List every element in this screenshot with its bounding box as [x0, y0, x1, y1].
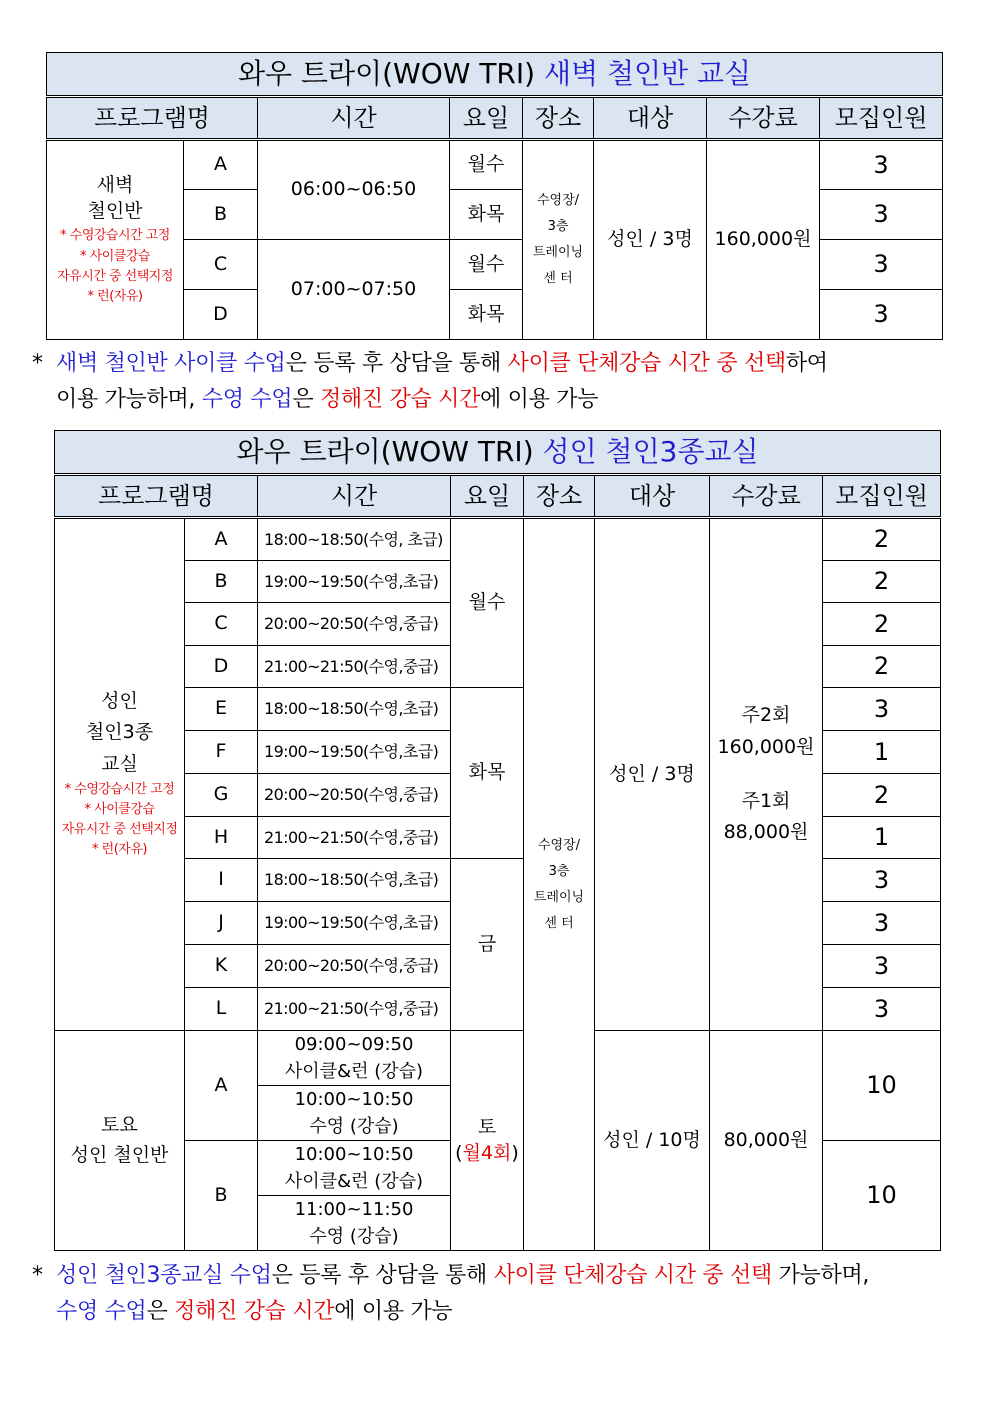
- program-name: 성인: [101, 689, 138, 712]
- class-time: 20:00~20:50(수영,중급): [258, 603, 451, 646]
- enroll-count: 3: [820, 240, 943, 290]
- enroll-count: 10: [823, 1141, 941, 1251]
- class-time: 19:00~19:50(수영,초급): [258, 731, 451, 774]
- note-text: 정해진 강습 시간: [174, 1299, 335, 1324]
- header-day: 요일: [450, 97, 523, 140]
- class-code: C: [184, 240, 258, 290]
- fee-cell: [710, 518, 823, 1031]
- program-note: * 수영강습시간 고정: [64, 781, 175, 797]
- session-type: 사이클&런 (강습): [258, 1058, 450, 1086]
- note-text: 가능하며,: [771, 1263, 870, 1288]
- class-time: 20:00~20:50(수영,중급): [258, 774, 451, 817]
- header-time: 시간: [258, 475, 451, 518]
- title-highlight: 새벽 철인반 교실: [543, 57, 752, 91]
- class-time: 06:00~06:50: [258, 140, 450, 240]
- header-fee: 수강료: [710, 475, 823, 518]
- class-code: J: [185, 902, 258, 945]
- place-cell: [524, 518, 595, 1251]
- place-line: 수영장/: [536, 193, 580, 208]
- class-code: A: [185, 1031, 258, 1141]
- enroll-count: 3: [823, 859, 941, 902]
- header-target: 대상: [595, 475, 710, 518]
- header-count: 모집인원: [820, 97, 943, 140]
- table-title: [47, 53, 943, 97]
- class-code: I: [185, 859, 258, 902]
- class-day: 월수: [450, 240, 523, 290]
- note-text: 사이클 단체강습 시간 중 선택: [493, 1263, 772, 1288]
- session-time: 10:00~10:50: [294, 1144, 414, 1165]
- class-code: A: [184, 140, 258, 190]
- program-name: 철인3종: [85, 721, 154, 744]
- place-line: 3층: [548, 863, 570, 879]
- place-line: 센 터: [544, 915, 574, 931]
- class-code: B: [185, 561, 258, 603]
- enroll-count: 2: [823, 518, 941, 561]
- day-note-paren: (: [455, 1141, 463, 1164]
- session-time: 10:00~10:50: [294, 1089, 414, 1110]
- program-note: * 수영강습시간 고정: [60, 228, 170, 244]
- program-name: 철인반: [87, 199, 143, 222]
- header-place: 장소: [523, 97, 594, 140]
- note-text: 사이클 단체강습 시간 중 선택: [507, 351, 786, 376]
- program-name: 토요: [101, 1113, 138, 1136]
- class-time: 20:00~20:50(수영,중급): [258, 945, 451, 988]
- note-text: 은 등록 후 상담을 통해: [271, 1263, 494, 1288]
- dawn-class-table: [46, 52, 943, 340]
- class-day: 월수: [450, 140, 523, 190]
- class-code: A: [185, 518, 258, 561]
- header-count: 모집인원: [823, 475, 941, 518]
- note-text: 에 이용 가능: [334, 1299, 453, 1324]
- class-time: 07:00~07:50: [258, 240, 450, 340]
- program-note: 자유시간 중 선택지정: [61, 821, 178, 837]
- place-line: 3층: [547, 219, 569, 234]
- class-day: 화목: [450, 190, 523, 240]
- class-time: 21:00~21:50(수영,중급): [258, 988, 451, 1031]
- header-day: 요일: [451, 475, 524, 518]
- enroll-count: 1: [823, 731, 941, 774]
- class-code: B: [184, 190, 258, 240]
- class-code: L: [185, 988, 258, 1031]
- title-highlight: 성인 철인3종교실: [542, 435, 759, 469]
- program-name-cell: [47, 140, 184, 340]
- note-adult: [32, 1258, 972, 1330]
- target-cell: 성인 / 10명: [595, 1031, 710, 1251]
- note-star: *: [32, 351, 43, 376]
- adult-triathlon-table: [54, 430, 941, 1251]
- enroll-count: 2: [823, 646, 941, 688]
- note-text: 새벽 철인반 사이클 수업: [56, 351, 286, 376]
- fee-line: 주2회: [741, 704, 791, 727]
- header-target: 대상: [594, 97, 707, 140]
- class-code: C: [185, 603, 258, 646]
- fee-line: 160,000원: [717, 735, 815, 758]
- day-note-text: 월4회: [462, 1141, 512, 1164]
- header-program: 프로그램명: [55, 475, 258, 518]
- table-title: [55, 431, 941, 475]
- enroll-count: 3: [820, 290, 943, 340]
- program-note: * 사이클강습: [84, 801, 155, 817]
- note-text: 정해진 강습 시간: [319, 387, 481, 412]
- fee-line: 주1회: [741, 789, 791, 812]
- class-code: G: [185, 774, 258, 817]
- header-place: 장소: [524, 475, 595, 518]
- header-fee: 수강료: [707, 97, 820, 140]
- class-code: D: [184, 290, 258, 340]
- place-line: 트레이닝: [533, 889, 585, 905]
- class-day: 화목: [450, 290, 523, 340]
- note-text: 성인 철인3종교실 수업: [56, 1263, 272, 1288]
- class-code: H: [185, 817, 258, 859]
- program-note: * 사이클강습: [80, 248, 150, 264]
- enroll-count: 2: [823, 774, 941, 817]
- note-text: 은: [292, 387, 320, 412]
- class-time: 18:00~18:50(수영,초급): [258, 688, 451, 731]
- class-time: 21:00~21:50(수영,중급): [258, 646, 451, 688]
- note-text: 하여: [785, 351, 828, 376]
- program-name-cell: [55, 518, 185, 1031]
- note-text: 수영 수업: [201, 387, 293, 412]
- program-name: 성인 철인반: [70, 1143, 169, 1166]
- place-line: 수영장/: [537, 837, 581, 853]
- saturday-a-times: [258, 1031, 451, 1141]
- class-day: 토: [477, 1115, 497, 1138]
- enroll-count: 3: [823, 688, 941, 731]
- note-dawn: [32, 346, 952, 418]
- class-time: 19:00~19:50(수영,초급): [258, 902, 451, 945]
- header-time: 시간: [258, 97, 450, 140]
- session-time: 09:00~09:50: [294, 1034, 414, 1055]
- note-star: *: [32, 1263, 43, 1288]
- enroll-count: 3: [823, 988, 941, 1031]
- class-time: 18:00~18:50(수영,초급): [258, 859, 451, 902]
- place-cell: [523, 140, 594, 340]
- enroll-count: 3: [823, 902, 941, 945]
- class-code: F: [185, 731, 258, 774]
- day-note-paren: ): [511, 1141, 519, 1164]
- note-text: 에 이용 가능: [480, 387, 599, 412]
- target-cell: 성인 / 3명: [594, 140, 707, 340]
- program-note: * 런(자유): [87, 288, 143, 304]
- class-day: 화목: [451, 688, 524, 859]
- enroll-count: 10: [823, 1031, 941, 1141]
- target-cell: 성인 / 3명: [595, 518, 710, 1031]
- session-time: 11:00~11:50: [294, 1199, 414, 1220]
- title-text: 와우 트라이(WOW TRI): [237, 57, 544, 91]
- note-text: 수영 수업: [56, 1299, 147, 1324]
- place-line: 트레이닝: [532, 245, 584, 260]
- saturday-program-cell: [55, 1031, 185, 1251]
- program-name: 교실: [101, 753, 138, 776]
- session-type: 수영 (강습): [309, 1226, 399, 1247]
- class-code: E: [185, 688, 258, 731]
- enroll-count: 2: [823, 561, 941, 603]
- enroll-count: 3: [820, 140, 943, 190]
- fee-cell: 160,000원: [707, 140, 820, 340]
- note-text: 은 등록 후 상담을 통해: [285, 351, 508, 376]
- class-time: 19:00~19:50(수영,초급): [258, 561, 451, 603]
- note-text: 은: [146, 1299, 175, 1324]
- session-type: 사이클&런 (강습): [258, 1168, 450, 1196]
- class-time: 18:00~18:50(수영, 초급): [258, 518, 451, 561]
- title-text: 와우 트라이(WOW TRI): [236, 435, 543, 469]
- class-code: B: [185, 1141, 258, 1251]
- enroll-count: 1: [823, 817, 941, 859]
- program-note: * 런(자유): [92, 842, 147, 858]
- class-day: 금: [451, 859, 524, 1031]
- enroll-count: 3: [823, 945, 941, 988]
- fee-cell: 80,000원: [710, 1031, 823, 1251]
- program-name: 새벽: [96, 174, 134, 197]
- saturday-day-cell: [451, 1031, 524, 1251]
- note-text: 이용 가능하며,: [56, 387, 202, 412]
- program-note: 자유시간 중 선택지정: [57, 268, 173, 284]
- class-code: K: [185, 945, 258, 988]
- place-line: 센 터: [543, 271, 573, 286]
- enroll-count: 3: [820, 190, 943, 240]
- header-program: 프로그램명: [47, 97, 258, 140]
- fee-line: 88,000원: [723, 821, 809, 844]
- saturday-b-times: [258, 1141, 451, 1251]
- session-type: 수영 (강습): [309, 1116, 399, 1137]
- enroll-count: 2: [823, 603, 941, 646]
- class-time: 21:00~21:50(수영,중급): [258, 817, 451, 859]
- day-note: [451, 1141, 523, 1167]
- class-code: D: [185, 646, 258, 688]
- class-day: 월수: [451, 518, 524, 688]
